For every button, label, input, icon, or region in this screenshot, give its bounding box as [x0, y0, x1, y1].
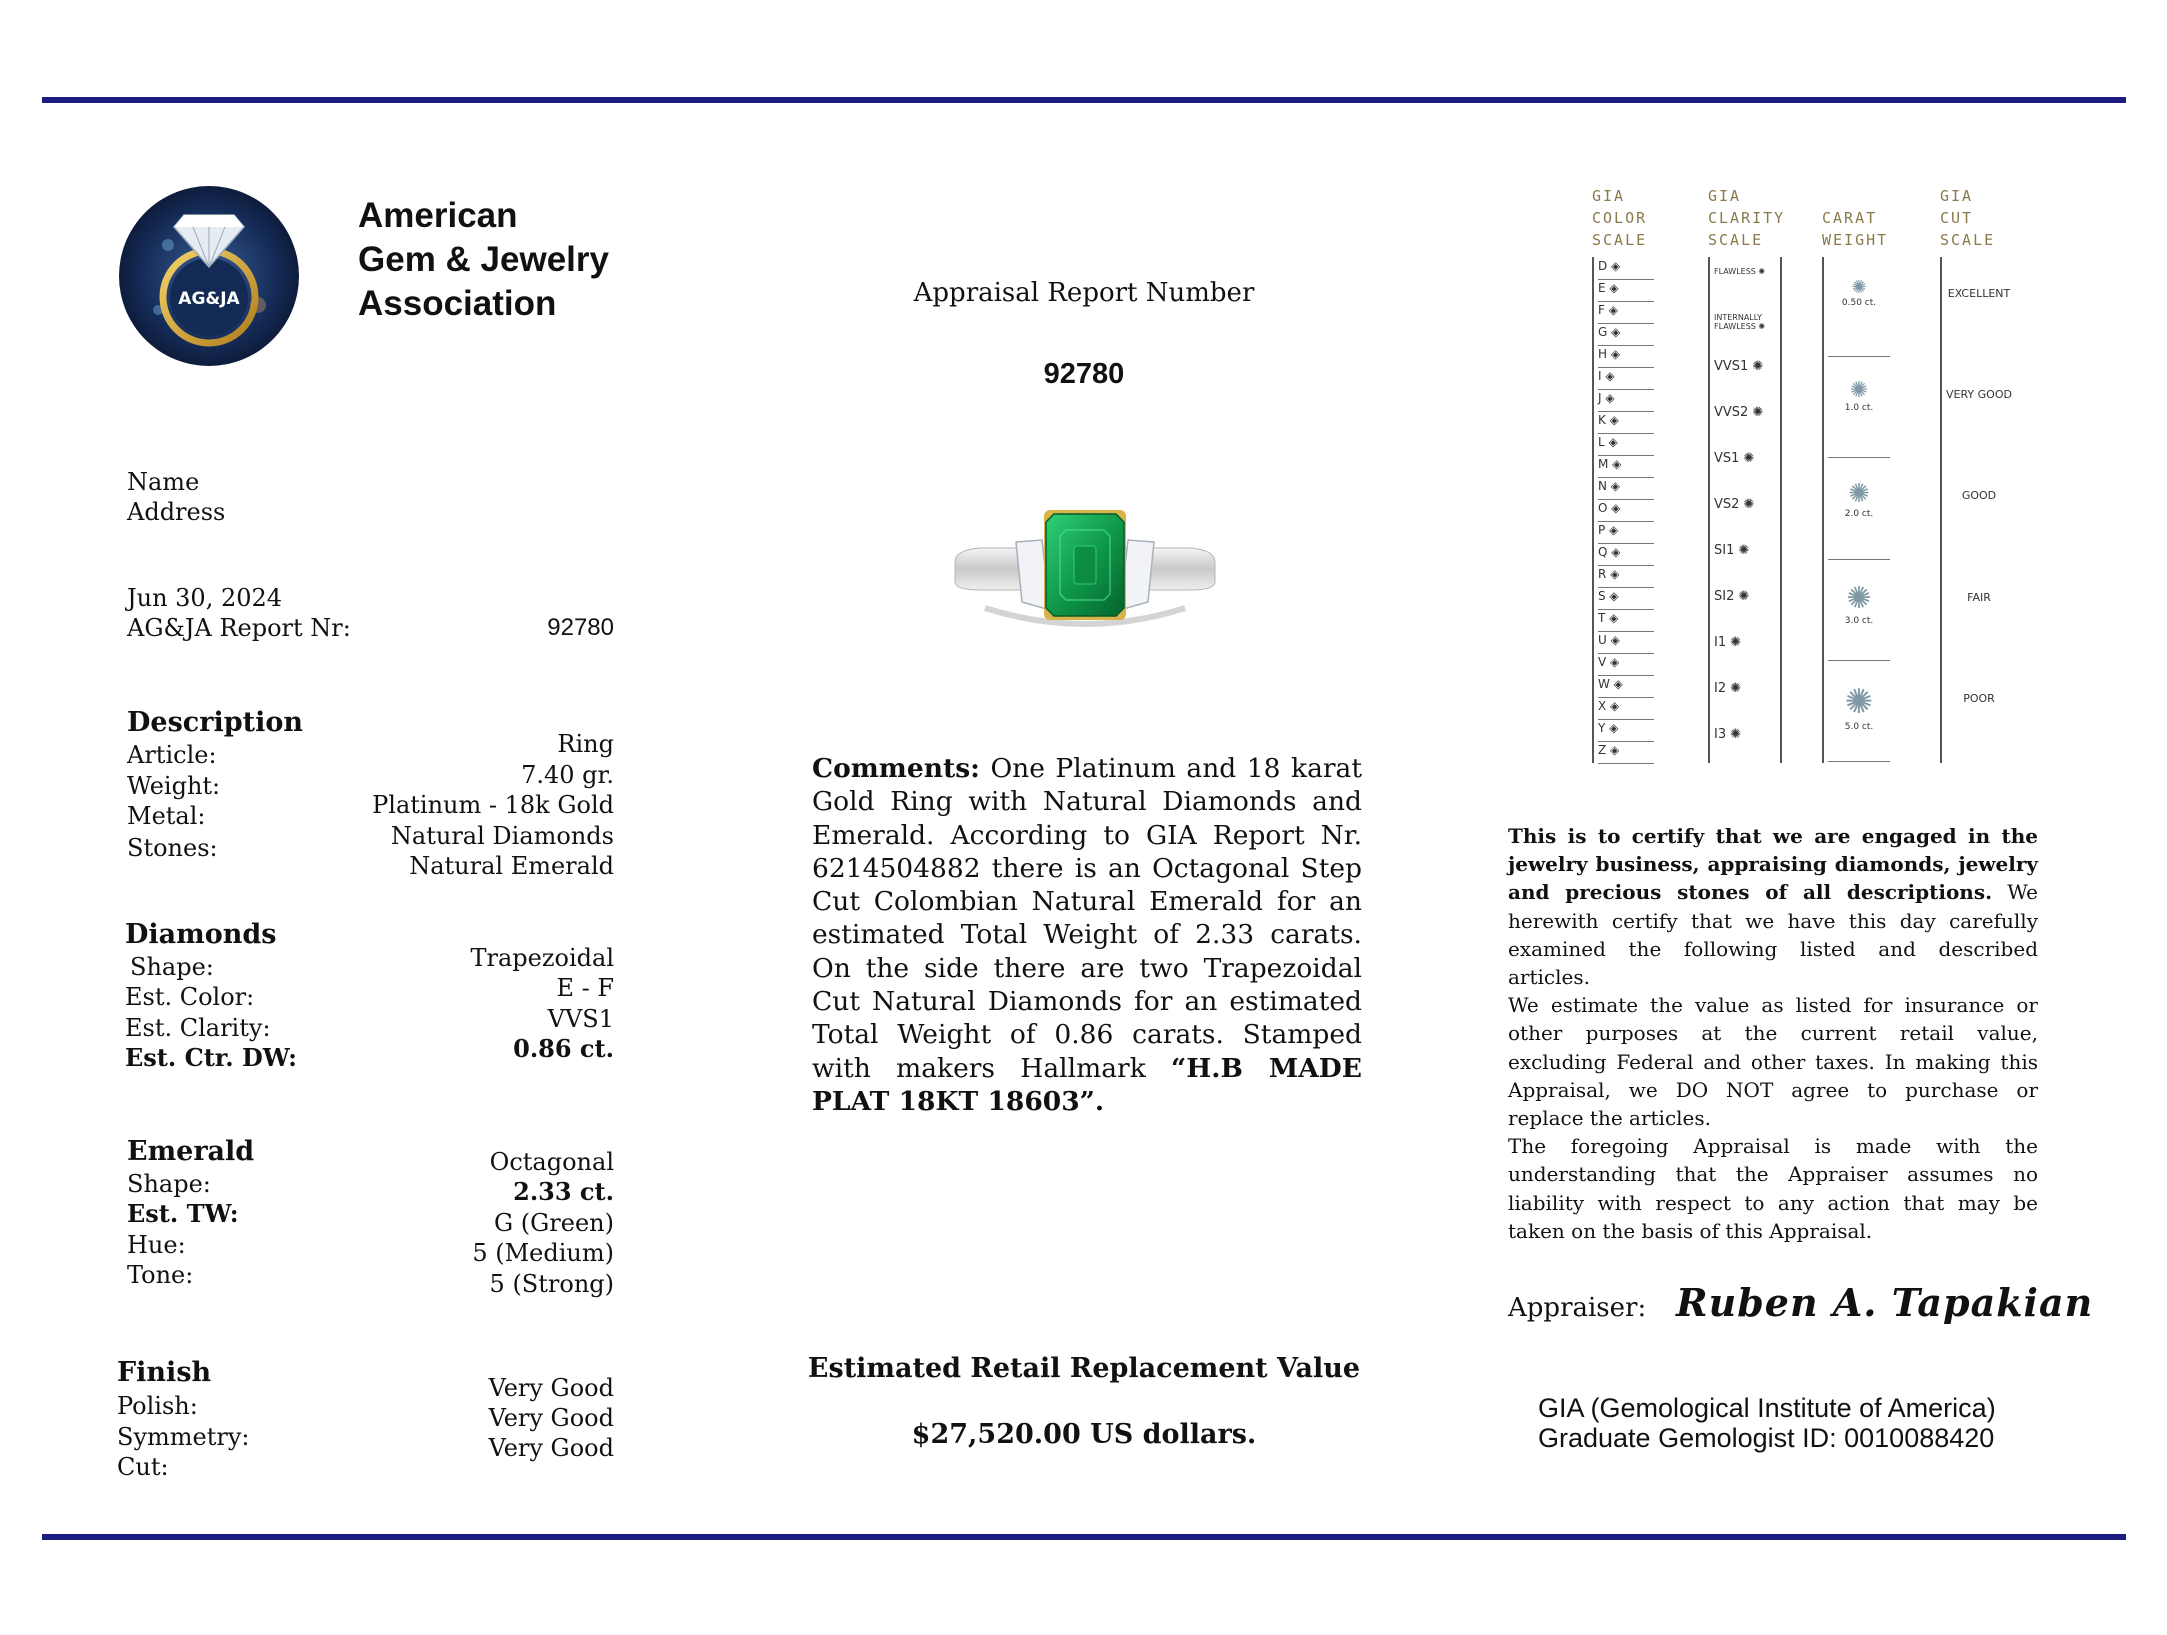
certification-text: The foregoing Appraisal is made with the understanding that the Appraiser assumes no liability with respect to any action that may be taken on the basis of this Appraisal.	[1508, 1134, 2038, 1243]
color-grade: E ◈	[1598, 281, 1654, 302]
appraiser-label: Appraiser:	[1508, 1293, 1647, 1323]
color-grade: Q ◈	[1598, 545, 1654, 566]
color-grade: T ◈	[1598, 611, 1654, 632]
color-grade: I ◈	[1598, 369, 1654, 390]
color-grade: X ◈	[1598, 699, 1654, 720]
color-grade: H ◈	[1598, 347, 1654, 368]
cut-grade: POOR	[1963, 691, 1995, 705]
color-grade: U ◈	[1598, 633, 1654, 654]
finish-label: Cut:	[117, 1453, 169, 1481]
diamonds-label: Est. Clarity:	[125, 1014, 271, 1042]
comments-text: One Platinum and 18 karat Gold Ring with Natural Diamonds and Emerald. According to GIA Report Nr. 6214504882 there is an Octagonal Step Cut Colombian Natural Emerald for an estimated Total Weight of 2.33 carats. On the side there are two Trapezoidal Cut Natural Diamonds for an estimated Total Weight of 0.86 carats. Stamped with makers Hallmark	[812, 753, 1362, 1084]
clarity-grade: I3 ✺	[1714, 727, 1742, 742]
org-name-line1: American	[358, 196, 518, 235]
color-grade: W ◈	[1598, 677, 1654, 698]
carat-grade: ✺ 5.0 ct.	[1828, 682, 1890, 762]
description-value: 7.40 gr.	[521, 761, 614, 789]
emerald-label: Hue:	[127, 1231, 186, 1259]
emerald-value: 5 (Strong)	[489, 1270, 614, 1298]
cut-scale-column	[1940, 257, 2012, 763]
color-grade: L ◈	[1598, 435, 1654, 456]
description-label: Weight:	[127, 772, 221, 800]
report-title: Appraisal Report Number	[913, 278, 1255, 308]
diamonds-value: E - F	[556, 974, 614, 1002]
clarity-grade: SI1 ✺	[1714, 543, 1750, 558]
clarity-grade: INTERNALLY FLAWLESS ✺	[1714, 313, 1766, 331]
color-grade: Y ◈	[1598, 721, 1654, 742]
diamonds-heading: Diamonds	[125, 919, 277, 950]
clarity-grade: I1 ✺	[1714, 635, 1742, 650]
description-value: Natural Diamonds	[390, 822, 614, 850]
client-address-label: Address	[127, 498, 226, 526]
comments-hallmark: “H.B MADE PLAT 18KT 18603”.	[812, 1052, 1362, 1117]
report-number: 92780	[1043, 358, 1125, 390]
color-grade: G ◈	[1598, 325, 1654, 346]
gia-scales-chart	[1560, 185, 2020, 770]
certification-block	[1508, 822, 2038, 1245]
valuation-title: Estimated Retail Replacement Value	[807, 1353, 1361, 1384]
color-grade: R ◈	[1598, 567, 1654, 588]
diamonds-label: Est. Ctr. DW:	[125, 1043, 297, 1072]
finish-value: Very Good	[488, 1374, 614, 1402]
description-heading: Description	[127, 707, 303, 738]
diamonds-label: Est. Color:	[125, 983, 255, 1011]
clarity-grade: VVS2 ✺	[1714, 405, 1764, 420]
description-value: Ring	[557, 730, 614, 758]
org-name-line2: Gem & Jewelry	[358, 240, 609, 279]
emerald-value: Octagonal	[489, 1148, 614, 1176]
bottom-rule	[42, 1534, 2126, 1540]
diamonds-value: Trapezoidal	[470, 944, 614, 972]
certification-bold: This is to certify that we are engaged in the jewelry business, appraising diamonds, jewelry and precious stones of all descriptions.	[1508, 824, 2038, 905]
clarity-grade: FLAWLESS ✺	[1714, 267, 1766, 276]
ring-photo	[950, 490, 1220, 660]
carat-grade: ✺ 1.0 ct.	[1828, 378, 1890, 458]
color-grade: O ◈	[1598, 501, 1654, 522]
diamonds-value: 0.86 ct.	[513, 1034, 614, 1063]
report-nr-value: 92780	[547, 614, 614, 641]
clarity-grade: VS2 ✺	[1714, 497, 1755, 512]
carat-scale-title: CARAT WEIGHT	[1822, 209, 1889, 249]
cut-grade: FAIR	[1967, 590, 1991, 604]
color-grade: F ◈	[1598, 303, 1654, 324]
clarity-scale-title: GIA CLARITY SCALE	[1708, 187, 1786, 249]
certification-text: We herewith certify that we have this day carefully examined the following listed and described articles.	[1508, 880, 2038, 990]
finish-label: Symmetry:	[117, 1423, 250, 1451]
carat-grade: ✺ 3.0 ct.	[1828, 581, 1890, 661]
emerald-label: Est. TW:	[127, 1199, 239, 1228]
report-date: Jun 30, 2024	[127, 584, 283, 612]
emerald-value: 5 (Medium)	[472, 1239, 614, 1267]
color-grade: N ◈	[1598, 479, 1654, 500]
finish-value: Very Good	[488, 1434, 614, 1462]
diamonds-label: Shape:	[130, 953, 214, 981]
report-nr-label: AG&JA Report Nr:	[127, 614, 351, 642]
valuation-amount: $27,520.00 US dollars.	[911, 1419, 1257, 1450]
client-name-label: Name	[127, 468, 200, 496]
org-name-line3: Association	[358, 284, 557, 323]
emerald-value: G (Green)	[493, 1209, 614, 1237]
diamonds-value: VVS1	[547, 1005, 614, 1033]
color-grade: P ◈	[1598, 523, 1654, 544]
carat-grade: ✺ 2.0 ct.	[1828, 479, 1890, 559]
org-name	[358, 194, 609, 326]
cut-grade: VERY GOOD	[1946, 388, 2012, 402]
clarity-grade: I2 ✺	[1714, 681, 1742, 696]
emerald-value: 2.33 ct.	[513, 1177, 614, 1206]
color-scale-title: GIA COLOR SCALE	[1592, 187, 1648, 249]
finish-label: Polish:	[117, 1392, 198, 1420]
emerald-ring-icon	[950, 490, 1220, 660]
appraiser-credentials	[1538, 1393, 1996, 1453]
emerald-label: Shape:	[127, 1170, 211, 1198]
emerald-label: Tone:	[127, 1261, 194, 1289]
color-grade: Z ◈	[1598, 743, 1654, 764]
color-grade: V ◈	[1598, 655, 1654, 676]
top-rule	[42, 97, 2126, 103]
description-value: Natural Emerald	[409, 852, 614, 880]
credential-line: GIA (Gemological Institute of America)	[1538, 1393, 1996, 1423]
comments-label: Comments:	[812, 753, 980, 784]
color-grade: D ◈	[1598, 259, 1654, 280]
color-grade: K ◈	[1598, 413, 1654, 434]
svg-text:AG&JA: AG&JA	[178, 289, 240, 309]
color-grade: S ◈	[1598, 589, 1654, 610]
org-logo	[118, 185, 300, 367]
description-label: Stones:	[127, 834, 218, 862]
carat-grade: ✺ 0.50 ct.	[1828, 277, 1890, 357]
logo-emblem-icon	[118, 185, 300, 367]
cut-grade: EXCELLENT	[1947, 287, 2011, 300]
appraiser-signature: Ruben A. Tapakian	[1676, 1280, 2094, 1325]
description-label: Article:	[127, 741, 217, 769]
clarity-grade: VS1 ✺	[1714, 451, 1755, 466]
finish-heading: Finish	[117, 1357, 212, 1388]
credential-line: Graduate Gemologist ID: 0010088420	[1538, 1423, 1995, 1453]
cut-scale-title: GIA CUT SCALE	[1940, 187, 1996, 249]
cut-grade: GOOD	[1961, 489, 1997, 503]
certification-text: We estimate the value as listed for insurance or other purposes at the current retail value, excluding Federal and other taxes. In making this Appraisal, we DO NOT agree to purchase or replace the articles.	[1508, 993, 2038, 1131]
clarity-grade: SI2 ✺	[1714, 589, 1750, 604]
emerald-heading: Emerald	[127, 1136, 255, 1167]
color-grade: M ◈	[1598, 457, 1654, 478]
color-grade: J ◈	[1598, 391, 1654, 412]
clarity-grade: VVS1 ✺	[1714, 359, 1764, 374]
description-value: Platinum - 18k Gold	[372, 791, 614, 819]
finish-value: Very Good	[488, 1404, 614, 1432]
description-label: Metal:	[127, 802, 206, 830]
comments-block	[812, 752, 1362, 1118]
